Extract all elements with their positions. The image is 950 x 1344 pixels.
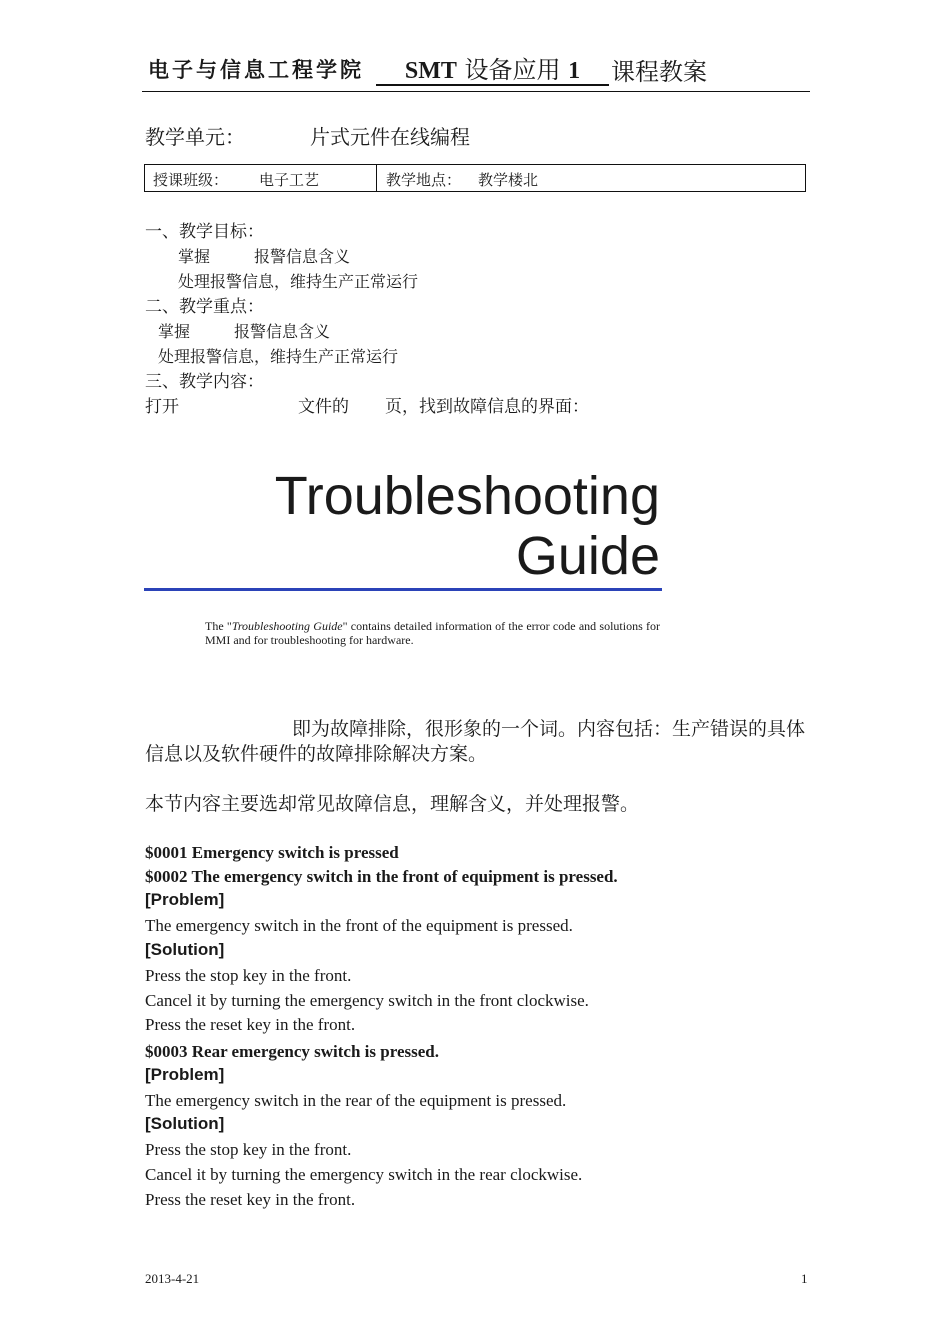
- solution-tag: [Solution]: [145, 1114, 225, 1133]
- doc-type: 课程教案: [611, 58, 707, 86]
- goals-line2: 处理报警信息，维持生产正常运行: [178, 272, 419, 291]
- guide-title-line1: Troubleshooting: [274, 466, 660, 526]
- info-divider: [376, 165, 377, 191]
- error-0003-title: $0003 Rear emergency switch is pressed.: [145, 1042, 439, 1061]
- course-mid: 设备应用: [464, 56, 561, 84]
- course-prefix: SMT: [404, 58, 457, 84]
- goals-line1-b: 报警信息含义: [254, 247, 351, 266]
- error-0003-solution-3: Press the reset key in the front.: [145, 1190, 356, 1209]
- focus-line1-b: 报警信息含义: [234, 322, 331, 341]
- error-0002-problem: The emergency switch in the front of the equipment is pressed.: [145, 916, 573, 935]
- error-0003-solution-1: Press the stop key in the front.: [145, 1140, 352, 1159]
- error-0001-title: $0001 Emergency switch is pressed: [145, 843, 399, 862]
- guide-title-line2: Guide: [515, 526, 660, 586]
- footer-page-number: 1: [801, 1271, 808, 1286]
- focus-line2: 处理报警信息，维持生产正常运行: [158, 347, 399, 366]
- course-title: [376, 50, 609, 86]
- error-0002-solution-2: Cancel it by turning the emergency switch in the front clockwise.: [145, 991, 589, 1010]
- location-label: 教学地点：: [386, 171, 462, 189]
- solution-tag: [Solution]: [145, 940, 225, 959]
- guide-description: [205, 619, 660, 647]
- content-open-b: 文件的: [298, 397, 349, 417]
- unit-label: 教学单元：: [145, 125, 245, 149]
- paragraph-1-line1: 即为故障排除，很形象的一个词。内容包括：生产错误的具体: [292, 718, 806, 740]
- error-0003-problem: The emergency switch in the rear of the equipment is pressed.: [145, 1091, 567, 1110]
- class-value: 电子工艺: [259, 171, 320, 189]
- unit-value: 片式元件在线编程: [310, 125, 470, 149]
- focus-line1-a: 掌握: [158, 322, 191, 341]
- content-open-a: 打开: [145, 397, 179, 417]
- location-value: 教学楼北: [478, 171, 539, 189]
- guide-desc-pre: The ": [205, 619, 232, 633]
- paragraph-1-line2: 信息以及软件硬件的故障排除解决方案。: [145, 743, 488, 765]
- error-0002-title: $0002 The emergency switch in the front of equipment is pressed.: [145, 867, 618, 886]
- course-number: 1: [568, 58, 581, 84]
- info-table: [144, 164, 806, 192]
- problem-tag: [Problem]: [145, 1065, 225, 1084]
- guide-rule: [144, 588, 662, 591]
- class-label: 授课班级：: [153, 171, 229, 189]
- goals-line1-a: 掌握: [178, 247, 211, 266]
- school-name: 电子与信息工程学院: [148, 58, 364, 82]
- content-open-c: 页，找到故障信息的界面：: [385, 397, 589, 417]
- content-heading: 三、教学内容：: [145, 372, 264, 392]
- error-0002-solution-3: Press the reset key in the front.: [145, 1015, 356, 1034]
- focus-heading: 二、教学重点：: [145, 297, 264, 317]
- problem-tag: [Problem]: [145, 890, 225, 909]
- header-rule: [142, 91, 810, 92]
- guide-title: [200, 466, 660, 586]
- goals-heading: 一、教学目标：: [145, 222, 264, 242]
- footer-date: 2013-4-21: [145, 1271, 200, 1286]
- error-0003-solution-2: Cancel it by turning the emergency switch in the rear clockwise.: [145, 1165, 583, 1184]
- guide-desc-post: " contains detailed information of the error code and solutions for MMI and for troubleshooting for hardware.: [205, 619, 660, 647]
- paragraph-2: 本节内容主要选却常见故障信息，理解含义，并处理报警。: [145, 793, 640, 815]
- guide-desc-italic: Troubleshooting Guide: [231, 619, 343, 633]
- error-0002-solution-1: Press the stop key in the front.: [145, 966, 352, 985]
